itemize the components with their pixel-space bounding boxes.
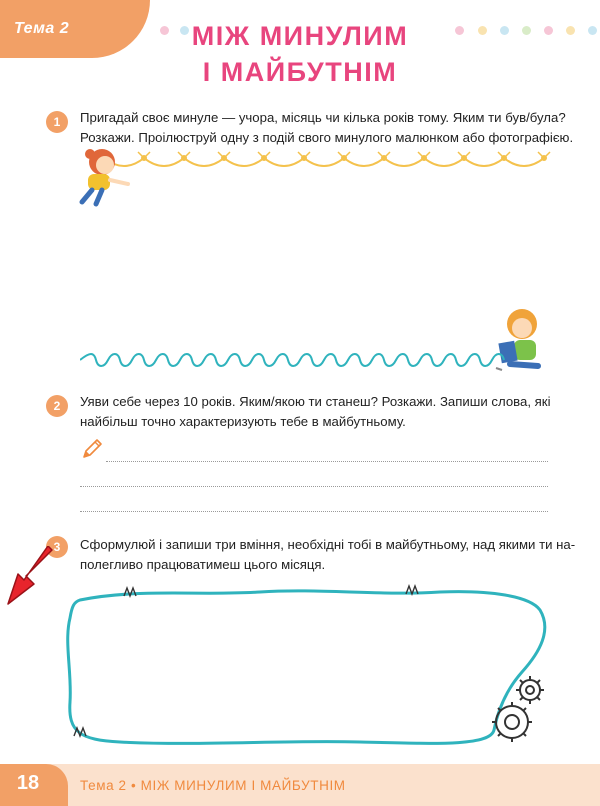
page-number: 18 bbox=[16, 772, 40, 794]
gears-icon bbox=[486, 670, 550, 750]
task-2-line-2: найбільш точно характеризують тебе в майбутньому. bbox=[80, 414, 406, 429]
decorative-dot bbox=[478, 26, 487, 35]
task-1-line-1: Пригадай своє минуле — учора, місяць чи кілька років тому. Яким ти був/була? bbox=[80, 110, 566, 125]
decorative-dot bbox=[566, 26, 575, 35]
pencil-icon bbox=[80, 437, 104, 461]
decorative-dot bbox=[500, 26, 509, 35]
task-number-2: 2 bbox=[46, 395, 68, 417]
wavy-divider bbox=[80, 350, 510, 370]
topic-label: Тема 2 bbox=[14, 20, 70, 37]
decorative-dot bbox=[522, 26, 531, 35]
answer-line[interactable] bbox=[80, 511, 548, 512]
answer-line[interactable] bbox=[106, 461, 548, 462]
page-title-line-1: МІЖ МИНУЛИМ bbox=[191, 21, 409, 51]
decorative-dot bbox=[180, 26, 189, 35]
running-title: Тема 2 • МІЖ МИНУЛИМ І МАЙБУТНІМ bbox=[80, 778, 346, 793]
decorative-dot bbox=[588, 26, 597, 35]
answer-line[interactable] bbox=[80, 486, 548, 487]
decorative-dot bbox=[544, 26, 553, 35]
task-3-line-1: Сформулюй і запиши три вміння, необхідні тобі в майбутньому, над якими ти на- bbox=[80, 537, 576, 552]
task-3-line-2: полегливо працюватимеш цього місяця. bbox=[80, 557, 326, 572]
garland-decoration bbox=[104, 148, 554, 182]
task-1-line-2: Розкажи. Проілюструй одну з подій свого минулого малюнком або фотографією. bbox=[80, 130, 574, 145]
decorative-dot bbox=[455, 26, 464, 35]
task-number-1: 1 bbox=[46, 111, 68, 133]
answer-frame[interactable] bbox=[60, 582, 560, 754]
red-arrow-icon bbox=[4, 546, 60, 608]
girl-crawling-illustration bbox=[72, 144, 144, 208]
decorative-dot bbox=[160, 26, 169, 35]
task-2-line-1: Уяви себе через 10 років. Яким/якою ти станеш? Розкажи. Запиши слова, які bbox=[80, 394, 551, 409]
task-number-3: 3 bbox=[46, 536, 68, 558]
page-title-line-2: І МАЙБУТНІМ bbox=[202, 57, 398, 87]
